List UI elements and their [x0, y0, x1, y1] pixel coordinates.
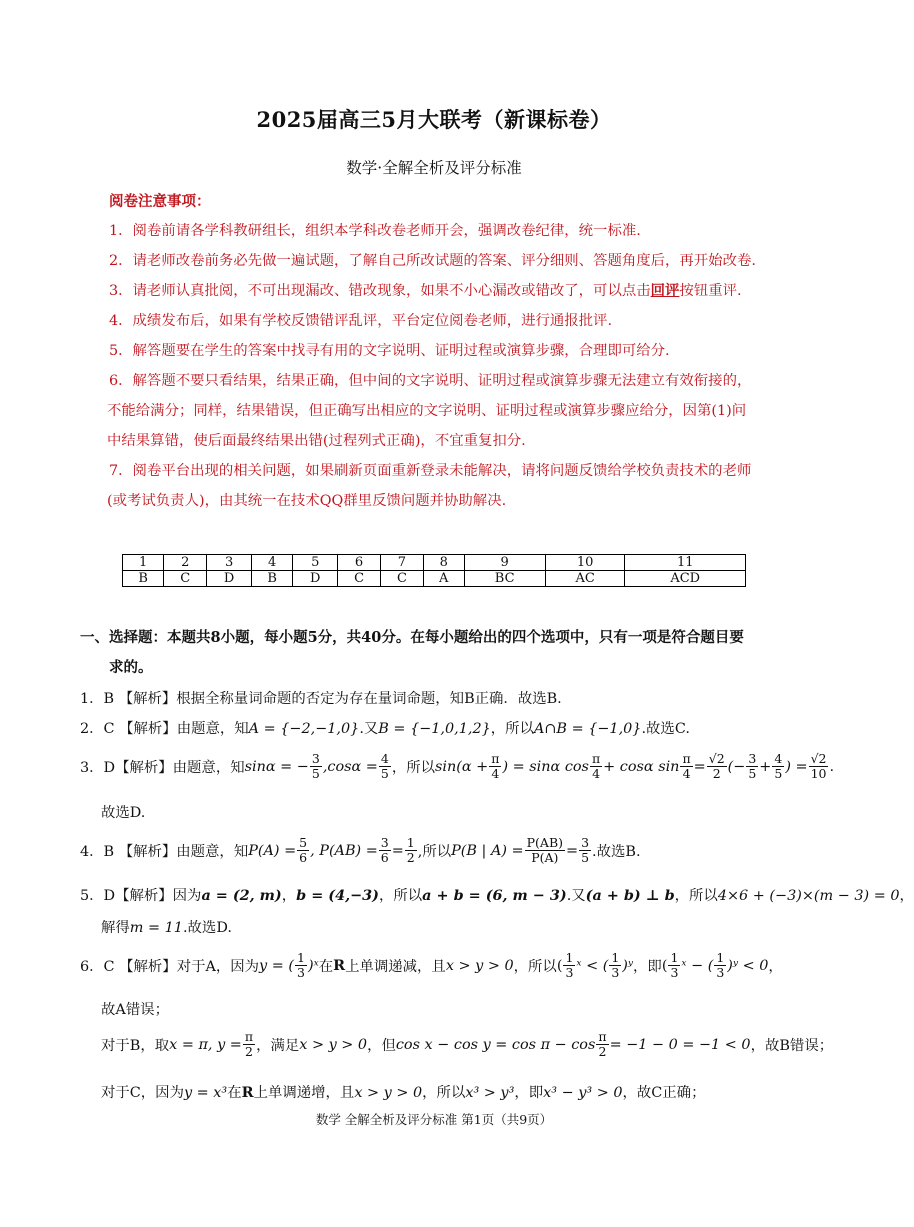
notice-item-cont: 中结果算错，使后面最终结果出错(过程列式正确)，不宜重复扣分. — [107, 433, 526, 449]
math: x³ > y³ — [465, 1085, 515, 1101]
text: 4．B 【解析】由题意，知 — [80, 844, 249, 860]
math: sinα = − — [244, 758, 309, 775]
text: .故选D. — [182, 920, 232, 936]
question-number-cell: 4 — [252, 555, 293, 571]
numerator: 4 — [774, 751, 783, 766]
answer-cell: C — [338, 571, 381, 587]
denominator: 10 — [810, 766, 827, 781]
solution-q6-a-result: 故A错误； — [101, 1002, 169, 1018]
answer-table-numbers-row — [123, 555, 746, 571]
solution-q6: 6．C 【解析】对于A，因为 y = ( $\frac{1}{3}$ )ˣ 在 R 上单调递减，且 x > y > 0 ，所以 ( $\frac{1}{3}$ ˣ < ( $\frac{1}{3}$ )ʸ ，即 ( $\frac{1}{3}$ ˣ − ( $\frac{1}{3}$ )ʸ < 0 ， — [80, 950, 783, 980]
solution-q4 — [80, 836, 641, 865]
numerator: 1 — [297, 950, 305, 965]
numerator: 1 — [716, 950, 725, 965]
math: ˣ < ( — [576, 957, 609, 974]
math: x³ − y³ > 0 — [543, 1085, 623, 1101]
question-number-cell: 1 — [123, 555, 164, 571]
fraction — [489, 752, 501, 781]
solution-q5 — [80, 884, 914, 905]
denominator: 3 — [670, 965, 679, 980]
answer-cell: A — [423, 571, 464, 587]
math: b = (4,−3) — [296, 887, 379, 904]
math: sin(α + — [435, 758, 489, 775]
math: (− — [727, 758, 746, 775]
text: 解得 — [101, 920, 130, 936]
notice-item-cont: (或考试负责人)，由其统一在技术QQ群里反馈问题并协助解决. — [107, 493, 507, 509]
math: )ˣ — [307, 957, 319, 974]
numerator: 1 — [406, 835, 415, 850]
text: ，即 — [514, 1085, 544, 1101]
fraction — [310, 752, 322, 781]
denominator: 3 — [611, 965, 620, 980]
text: ，所以 — [674, 888, 718, 904]
fraction — [668, 951, 680, 980]
notice-item-text: 3．请老师认真批阅，不可出现漏改、错改现象，如果不小心漏改或错改了，可以点击 — [109, 283, 651, 299]
text: ，所以 — [378, 888, 423, 904]
text: ， — [281, 888, 297, 904]
denominator: 3 — [297, 965, 305, 980]
fraction — [563, 951, 575, 980]
math: = — [391, 842, 404, 859]
question-number-cell: 9 — [464, 555, 545, 571]
math: a + b = (6, m − 3) — [422, 887, 567, 904]
numerator: π — [598, 1029, 607, 1044]
answer-table — [122, 554, 746, 587]
numerator: 3 — [380, 835, 389, 850]
answer-cell: D — [207, 571, 252, 587]
notice-item: 5．解答题要在学生的答案中找寻有用的文字说明、证明过程或演算步骤，合理即可给分. — [109, 343, 670, 359]
fraction — [379, 836, 391, 865]
text: 2．C 【解析】由题意，知 — [80, 721, 249, 737]
math: a = (2, m) — [201, 887, 282, 904]
fraction — [379, 752, 391, 781]
page-subtitle: 数学·全解全析及评分标准 — [346, 159, 522, 177]
math: P(A) = — [248, 842, 297, 859]
denominator: 4 — [592, 766, 601, 781]
notice-item: 1．阅卷前请各学科教研组长，组织本学科改卷老师开会，强调改卷纪律，统一标准. — [109, 223, 641, 239]
answer-cell: BC — [464, 571, 545, 587]
notice-heading: 阅卷注意事项： — [109, 193, 211, 210]
page-footer: 数学 全解全析及评分标准 第1页（共9页） — [315, 1112, 553, 1127]
numerator: √2 — [708, 751, 725, 766]
text: ， — [768, 959, 783, 975]
fraction — [295, 951, 307, 980]
math: y = ( — [259, 957, 294, 974]
math: 4×6 + (−3)×(m − 3) = 0 — [717, 888, 900, 904]
math: y = x³ — [183, 1085, 228, 1101]
denominator: 2 — [598, 1044, 607, 1059]
math: )ʸ — [622, 957, 634, 974]
numerator: √2 — [810, 751, 827, 766]
text: 5．D【解析】因为 — [80, 888, 202, 904]
solution-q1: 1．B 【解析】根据全称量词命题的否定为存在量词命题，知B正确．故选B. — [80, 691, 562, 707]
math: R — [333, 957, 346, 974]
math: m = 11 — [129, 920, 183, 936]
numerator: π — [591, 751, 601, 766]
answer-table-answers-row — [123, 571, 746, 587]
math: = — [566, 842, 579, 859]
denominator: 5 — [311, 766, 320, 781]
text: ，所以 — [422, 1085, 466, 1101]
fraction — [579, 836, 591, 865]
math: cos x − cos y = cos π − cos — [395, 1036, 596, 1053]
denominator: 6 — [299, 850, 308, 865]
numerator: 1 — [611, 950, 620, 965]
numerator: 1 — [565, 950, 574, 965]
math: x > y > 0 — [354, 1085, 423, 1101]
math: = −1 − 0 = −1 < 0 — [609, 1036, 751, 1053]
answer-cell: AC — [545, 571, 625, 587]
denominator: 4 — [682, 766, 691, 781]
math: (a + b) ⊥ b — [585, 887, 675, 904]
numerator: 5 — [299, 835, 308, 850]
math: A = {−2,−1,0} — [248, 721, 360, 737]
notice-item: 6．解答题不要只看结果，结果正确，但中间的文字说明、证明过程或演算步骤无法建立有效衔接的， — [109, 373, 752, 389]
math: x > y > 0 — [299, 1036, 368, 1053]
math: ˣ − ( — [681, 957, 714, 974]
denominator: 5 — [774, 766, 783, 781]
question-number-cell: 2 — [164, 555, 207, 571]
text: .又 — [566, 888, 586, 904]
fraction — [707, 752, 727, 781]
text: ，所以 — [490, 721, 534, 737]
question-number-cell: 7 — [381, 555, 424, 571]
text: 上单调递增，且 — [253, 1085, 355, 1101]
numerator: 3 — [581, 835, 590, 850]
text: ，所以 — [391, 760, 435, 776]
denominator: 2 — [406, 850, 415, 865]
notice-item: 7．阅卷平台出现的相关问题，如果刷新页面重新登录未能解决，请将问题反馈给学校负责技术的老师 — [109, 463, 752, 479]
math: x > y > 0 — [445, 957, 514, 974]
math: ) = — [785, 758, 808, 775]
text: 3．D【解析】由题意，知 — [80, 760, 245, 776]
answer-cell: B — [252, 571, 293, 587]
solution-q3: 3．D【解析】由题意，知 sinα = − $\frac{3}{5}$ ,cosα = $\frac{4}{5}$ ，所以 sin(α + $\frac{\pi}{4}$ ) = sinα cos $\frac{\pi}{4}$ + cosα sin $\frac{\pi}{4}$ = $\frac{√2}{2}$ (− $\frac{3}{5}$ + $\frac{4}{5}$ ) = $\frac{√2}{10}$ . — [80, 751, 835, 781]
math: x = π, y = — [169, 1036, 242, 1053]
question-number-cell: 5 — [293, 555, 338, 571]
fraction — [680, 752, 692, 781]
denominator: 5 — [581, 850, 590, 865]
fraction — [596, 1030, 608, 1059]
math: ,cosα = — [322, 758, 378, 775]
answer-cell: C — [164, 571, 207, 587]
fraction — [297, 836, 309, 865]
numerator: π — [491, 751, 500, 766]
answer-cell: C — [381, 571, 424, 587]
denominator: 2 — [244, 1044, 253, 1059]
fraction — [525, 836, 565, 865]
text: 对于C，因为 — [101, 1085, 184, 1101]
denominator: 3 — [716, 965, 725, 980]
fraction — [590, 752, 602, 781]
math: A∩B = {−1,0} — [533, 721, 642, 737]
fraction — [609, 951, 621, 980]
answer-cell: B — [123, 571, 164, 587]
text: 对于B，取 — [101, 1038, 170, 1054]
numerator: P(AB) — [526, 835, 564, 850]
math: + — [759, 758, 772, 775]
text: ，所以 — [513, 959, 557, 975]
fraction — [405, 836, 417, 865]
math: , P(AB) = — [310, 842, 378, 859]
numerator: π — [244, 1029, 254, 1044]
notice-item-tail: 按钮重评. — [679, 283, 742, 299]
denominator: 6 — [380, 850, 389, 865]
text: ， — [899, 888, 914, 904]
section-heading: 一、选择题：本题共8小题，每小题5分，共40分。在每小题给出的四个选项中，只有一项是符合题目要 — [80, 629, 744, 646]
notice-item — [109, 279, 742, 300]
answer-cell: D — [293, 571, 338, 587]
notice-item: 2．请老师改卷前务必先做一遍试题，了解自己所改试题的答案、评分细则、答题角度后，再开始改卷. — [109, 253, 756, 269]
page-title: 2025届高三5月大联考（新课标卷） — [256, 107, 612, 132]
text: ，但 — [367, 1038, 396, 1054]
numerator: 3 — [748, 751, 757, 766]
fraction — [746, 752, 758, 781]
text: 6．C 【解析】对于A，因为 — [80, 959, 260, 975]
solution-q5-line2 — [101, 916, 232, 937]
text: 在 — [318, 959, 334, 975]
question-number-cell: 8 — [423, 555, 464, 571]
denominator: 5 — [380, 766, 389, 781]
numerator: 3 — [311, 751, 320, 766]
denominator: 3 — [565, 965, 574, 980]
notice-item: 4．成绩发布后，如果有学校反馈错评乱评，平台定位阅卷老师，进行通报批评. — [109, 313, 613, 329]
solution-q3-end: 故选D. — [101, 805, 146, 821]
numerator: 4 — [380, 751, 389, 766]
solution-q2 — [80, 717, 690, 738]
solution-q6-c — [101, 1081, 705, 1102]
denominator: P(A) — [531, 850, 559, 865]
review-link[interactable]: 回评 — [650, 282, 680, 299]
fraction — [714, 951, 726, 980]
fraction — [772, 752, 784, 781]
text: 上单调递减，且 — [345, 959, 446, 975]
text: .故选B. — [592, 844, 641, 860]
text: 在 — [227, 1085, 242, 1101]
fraction — [809, 752, 829, 781]
numerator: π — [682, 751, 691, 766]
math: + cosα sin — [603, 758, 680, 775]
math: B = {−1,0,1,2} — [378, 721, 491, 737]
text: ,所以 — [417, 844, 452, 860]
math: )ʸ < 0 — [727, 957, 769, 974]
question-number-cell: 3 — [207, 555, 252, 571]
text: ，满足 — [256, 1038, 300, 1054]
denominator: 4 — [491, 766, 500, 781]
numerator: 1 — [670, 950, 679, 965]
question-number-cell: 10 — [545, 555, 625, 571]
notice-item-cont: 不能给满分；同样，结果错误，但正确写出相应的文字说明、证明过程或演算步骤应给分，因第(1)问 — [107, 403, 747, 419]
math: P(B | A) = — [451, 842, 524, 859]
section-heading-cont: 求的。 — [109, 659, 153, 676]
math: ) = sinα cos — [502, 758, 589, 775]
solution-q6-b — [101, 1030, 833, 1059]
math: = — [693, 758, 706, 775]
text: ，故B错误； — [750, 1038, 834, 1054]
text: .故选C. — [641, 721, 690, 737]
text: .又 — [359, 721, 379, 737]
denominator: 2 — [712, 766, 721, 781]
answer-cell: ACD — [625, 571, 746, 587]
text: ，即 — [633, 959, 662, 975]
question-number-cell: 6 — [338, 555, 381, 571]
fraction — [243, 1030, 255, 1059]
math: R — [241, 1084, 254, 1101]
text: ，故C正确； — [622, 1085, 706, 1101]
denominator: 5 — [748, 766, 757, 781]
question-number-cell: 11 — [625, 555, 746, 571]
